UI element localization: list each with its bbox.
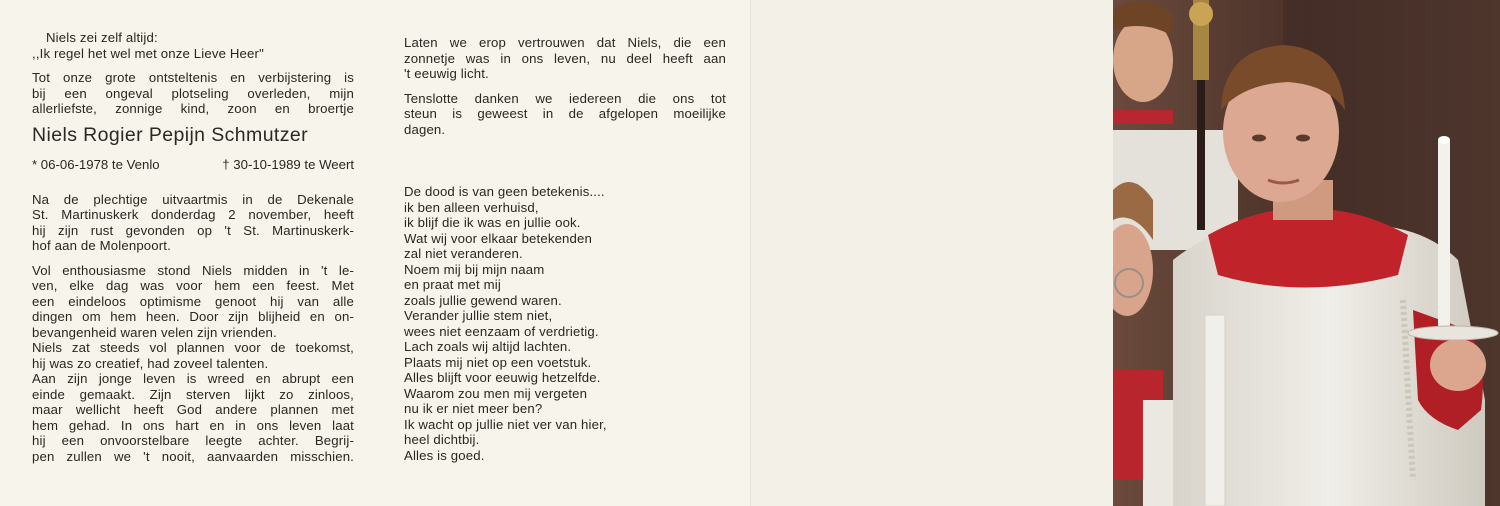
poem-line: Lach zoals wij altijd lachten. <box>404 339 572 354</box>
tribute-line: Vol enthousiasme stond Niels midden in 't le- <box>32 262 354 278</box>
tribute-line: hij was zo creatief, had zoveel talenten. <box>32 355 269 371</box>
thanks-line: dagen. <box>404 121 446 137</box>
tribute-line: Aan zijn jonge leven is wreed en abrupt een <box>32 371 354 386</box>
right-text-column <box>404 35 726 463</box>
burial-line: St. Martinuskerk donderdag 2 november, heeft <box>32 207 354 222</box>
poem-line: Ik wacht op jullie niet ver van hier, <box>404 416 607 432</box>
deceased-name: Niels Rogier Pepijn Schmutzer <box>32 123 309 146</box>
poem <box>404 184 726 463</box>
tribute-line: hem gehad. In ons hart en in ons leven laat <box>32 417 354 433</box>
intro-quote: ,,Ik regel het wel met onze Lieve Heer" <box>32 45 264 61</box>
photo-illustration <box>1113 0 1500 506</box>
tribute-line: pen zullen we 't nooit, aanvaarden misschien. <box>32 448 354 464</box>
poem-line: Plaats mij niet op een voetstuk. <box>404 354 592 370</box>
trust-line: zonnetje was in ons leven, nu deel heeft aan <box>404 50 726 66</box>
death-date: † 30-10-1989 te Weert <box>222 156 354 172</box>
announcement-line: allerliefste, zonnige kind, zoon en broertje <box>32 101 354 116</box>
thanks-line: steun is geweest in de afgelopen moeilijke <box>404 106 726 121</box>
poem-line: zoals jullie gewend waren. <box>404 292 562 308</box>
burial-line: Na de plechtige uitvaartmis in de Dekenale <box>32 191 354 207</box>
tribute-line: ven, elke dag was voor hem een feest. Met <box>32 278 354 293</box>
life-dates <box>32 157 354 172</box>
birth-date: * 06-06-1978 te Venlo <box>32 156 160 172</box>
tribute-line: bevangenheid waren velen zijn vrienden. <box>32 324 277 340</box>
burial-line: hij zijn rust gevonden op 't St. Martinuskerk- <box>32 222 354 238</box>
left-text-column <box>32 30 354 464</box>
tribute-line: Niels zat steeds vol plannen voor de toekomst, <box>32 340 354 355</box>
announcement-line: bij een ongeval plotseling overleden, mijn <box>32 85 354 101</box>
burial-line: hof aan de Molenpoort. <box>32 238 171 253</box>
tribute-line: een eindeloos optimisme genoot hij van alle <box>32 293 354 309</box>
poem-line: en praat met mij <box>404 277 501 292</box>
poem-line: ik blijf die ik was en jullie ook. <box>404 215 581 230</box>
poem-line: Alles is goed. <box>404 447 485 463</box>
altar-boys-photo <box>1113 0 1500 506</box>
announcement-line: Tot onze grote ontsteltenis en verbijstering is <box>32 70 354 85</box>
tribute-line: dingen om hem heen. Door zijn blijheid en on- <box>32 309 354 324</box>
poem-line: Verander jullie stem niet, <box>404 308 553 323</box>
tribute-line: hij een onvoorstelbare leegte achter. Begrij- <box>32 433 354 448</box>
trust-line: 't eeuwig licht. <box>404 66 489 81</box>
poem-line: Alles blijft voor eeuwig hetzelfde. <box>404 370 601 385</box>
tribute-line: einde gemaakt. Zijn sterven lijkt zo zinloos, <box>32 386 354 402</box>
poem-line: De dood is van geen betekenis.... <box>404 184 605 199</box>
tribute-line: maar wellicht heeft God andere plannen met <box>32 402 354 417</box>
poem-line: Noem mij bij mijn naam <box>404 261 545 277</box>
intro-line: Niels zei zelf altijd: <box>46 30 158 45</box>
poem-line: Waarom zou men mij vergeten <box>404 385 588 401</box>
trust-line: Laten we erop vertrouwen dat Niels, die een <box>404 35 726 50</box>
thanks-line: Tenslotte danken we iedereen die ons tot <box>404 90 726 106</box>
poem-line: nu ik er niet meer ben? <box>404 401 543 416</box>
poem-line: zal niet veranderen. <box>404 246 523 261</box>
poem-line: Wat wij voor elkaar betekenden <box>404 230 592 246</box>
poem-line: heel dichtbij. <box>404 432 480 447</box>
poem-line: ik ben alleen verhuisd, <box>404 199 539 215</box>
poem-line: wees niet eenzaam of verdrietig. <box>404 323 599 339</box>
